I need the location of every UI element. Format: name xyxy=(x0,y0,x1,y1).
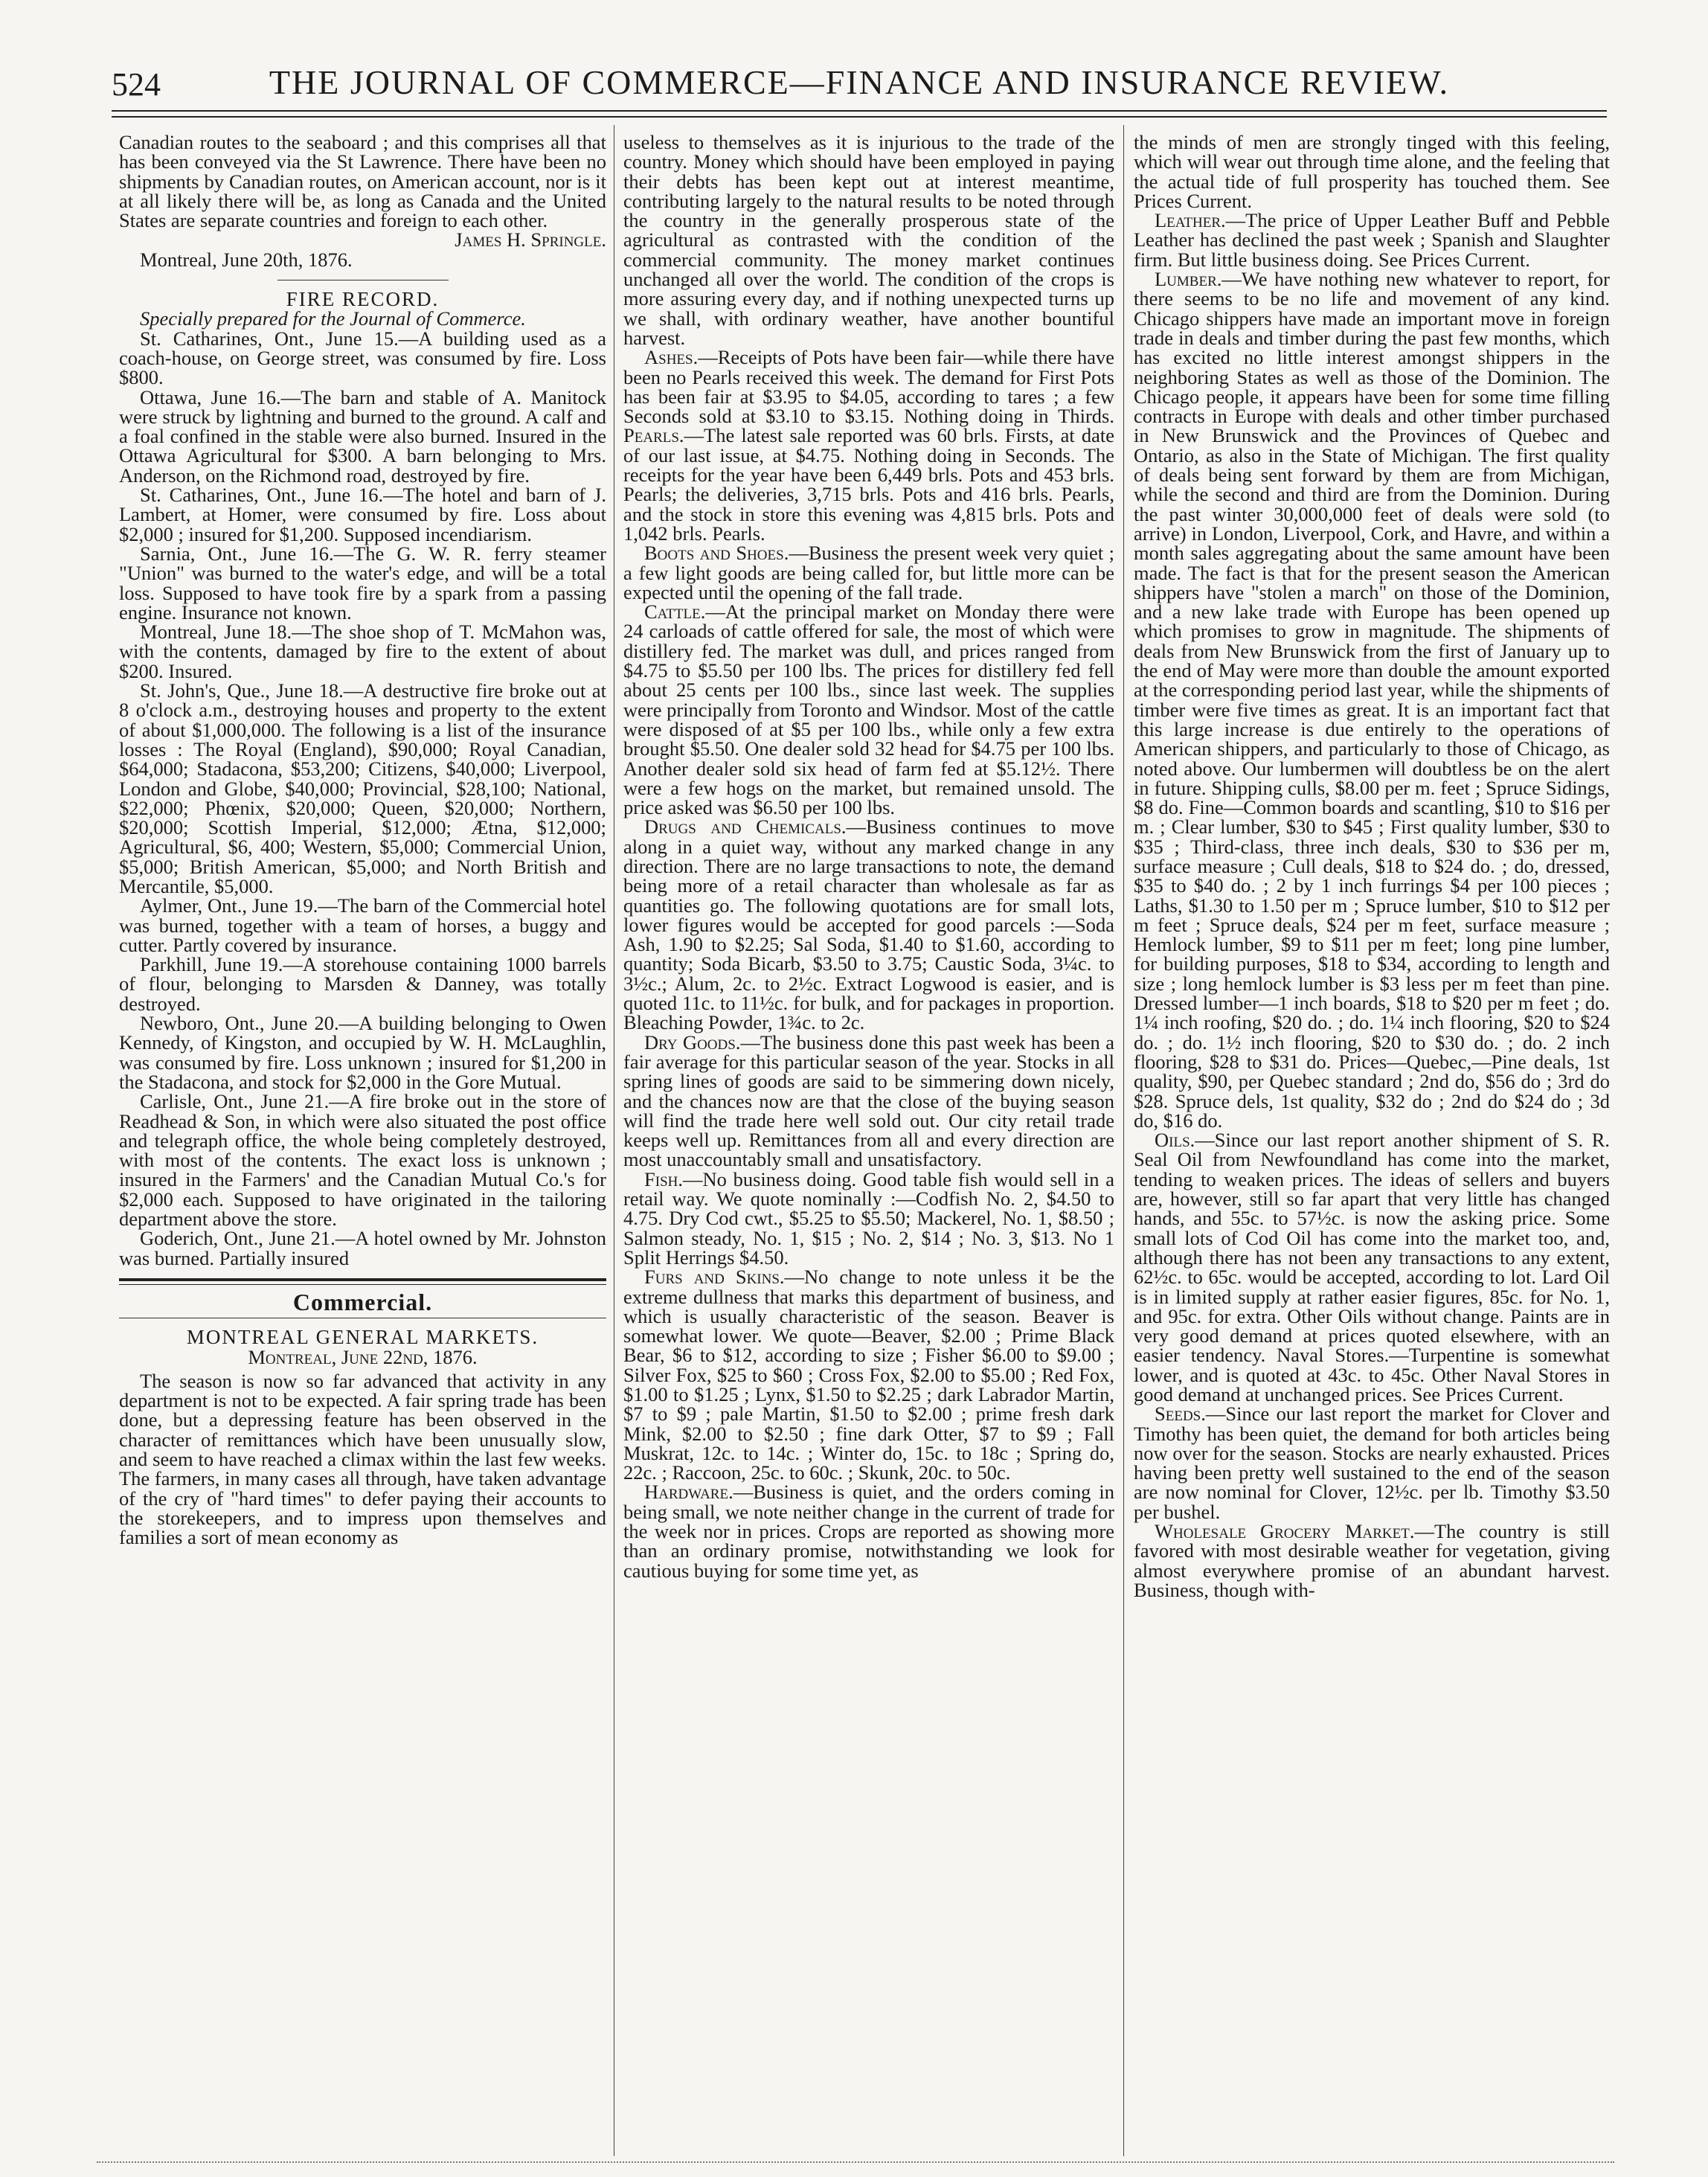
column-1 xyxy=(119,132,606,1547)
fire-item: Aylmer, Ont., June 19.—The barn of the Commercial hotel was burned, together with a team of horses, a buggy and cutter. Partly covered by insurance. xyxy=(119,894,606,956)
fire-record-title: FIRE RECORD. xyxy=(286,288,440,311)
report-heading: Drugs and Chemicals. xyxy=(644,815,847,839)
article-continuation: useless to themselves as it is injurious to the trade of the country. Money which should have been employed in paying their debts has been kept out at interest meantime, contributing largely to the natural results to be noted through the country in the generally prosperous state of the agricultural as contrasted with the condition of the commercial community. The money market continues unchanged all over the world. The condition of the crops is more assuring every day, and if nothing unexpected turns up we shall, with ordinary weather, have another bountiful harvest. xyxy=(623,131,1114,349)
market-report-drugs xyxy=(623,817,1114,1032)
report-heading: Hardware. xyxy=(644,1481,733,1504)
fire-item: St. John's, Que., June 18.—A destructive fire broke out at 8 o'clock a.m., destroying houses and property to the extent of about $1,000,000. The following is a list of the insurance losses : The Royal (England), $90,000; Royal Canadian, $64,000; Stadacona, $53,200; Citizens, $40,000; Liverpool, London and Globe, $40,000; Provincial, $28,100; National, $22,000; Phœnix, $20,000; Queen, $20,000; Northern, $20,000; Scottish Imperial, $12,000; Ætna, $12,000; Agricultural, $6, 400; Western, $5,000; Commercial Union, $5,000; British American, $5,000; and North British and Mercantile, $5,000. xyxy=(119,679,606,897)
report-heading: Boots and Shoes. xyxy=(644,542,789,565)
report-text: —We have nothing new whatever to report, for there seems to be no life and movement of any kind. Chicago shippers have made an important move in foreign trade in deals and timber during the past few months, which has excited no little interest amongst shippers in the neighboring States as well as those of the Dominion. The Chicago people, it appears have been for some time filling contracts in Europe with deals and other timber purchased in New Brunswick and the Provinces of Quebec and Ontario, as also in the State of Michigan. The first quality of deals being sent forward by them are from Michigan, while the second and third are from the Dominion. During the past winter 30,000,000 feet of deals were sold (to arrive) in London, Liverpool, Cork, and Havre, and within a month sales aggregating about the same amount have been made. The fact is that for the present season the American shippers have "stolen a march" on those of the Dominion, and a new lake trade with Europe has been opened up which promises to grow in magnitude. The shipments of deals from New Brunswick from the first of January up to the end of May were more than double the amount exported at the corresponding period last year, while the shipments of timber were five times as great. It is an important fact that this large increase is due entirely to the operations of American shippers, and particularly to those of Chicago, as noted above. Our lumbermen will doubtless be on the alert in future. Shipping culls, $8.00 per m. feet ; Spruce Sidings, $8 do. Fine—Common boards and scantling, $10 to $16 per m. ; Clear lumber, $30 to $45 ; First quality lumber, $30 to $35 ; Third-class, three inch deals, $30 to $36 per m, surface measure ; Cull deals, $18 to $24 do. ; do, dressed, $35 to $40 do. ; 2 by 1 inch furrings $4 per 100 pieces ; Laths, $1.30 to 1.50 per m ; Spruce lumber, $10 to $12 per m feet ; Spruce deals, $24 per m feet, surface measure ; Hemlock lumber, $9 to $11 per m feet; long pine lumber, for building purposes, $18 to $34, according to length and size ; long hemlock lumber is $3 less per m feet than pine. Dressed lumber—1 inch boards, $18 to $20 per m feet ; do. 1¼ inch roofing, $20 do. ; do. 1¼ inch flooring, $20 to $24 do. ; do. 1½ inch flooring, $20 to $30 do. ; do. 2 inch flooring, $28 to $31 do. Prices—Quebec,—Pine deals, 1st quality, $90, per Quebec standard ; 2nd do, $56 do ; 3rd do $28. Spruce dels, 1st quality, $32 do ; 2nd do $24 do ; 3d do, $16 do. xyxy=(1134,268,1610,1132)
column-3 xyxy=(1134,132,1610,1600)
fire-item: Ottawa, June 16.—The barn and stable of A. Manitock were struck by lightning and burned to the ground. A calf and a foal confined in the stable were also burned. Insured in the Ottawa Agricultural for $300. A barn belonging to Mrs. Anderson, on the Richmond road, destroyed by fire. xyxy=(119,385,606,487)
fire-item: Sarnia, Ont., June 16.—The G. W. R. ferry steamer "Union" was burned to the water's edge, and will be a total loss. Supposed to have took fire by a spark from a passing engine. Insurance not known. xyxy=(119,542,606,623)
fire-item: Carlisle, Ont., June 21.—A fire broke out in the store of Readhead & Son, in which were also situated the post office and telegraph office, the whole being completely destroyed, with most of the contents. The exact loss is unknown ; insured in the Farmers' and the Canadian Mutual Co.'s for $2,000 each. Supposed to have originated in the tailoring department above the store. xyxy=(119,1090,606,1231)
page-number: 524 xyxy=(112,66,161,103)
fire-item: Newboro, Ont., June 20.—A building belonging to Owen Kennedy, of Kingston, and occupied by W. H. McLaughlin, was consumed by fire. Loss unknown ; insured for $1,200 in the Stadacona, and stock for $2,000 in the Gore Mutual. xyxy=(119,1012,606,1093)
report-text: —Business the present week very quiet ; a few light goods are being called for, but little more can be expected until the opening of the fall trade. xyxy=(623,542,1114,603)
markets-date: Montreal, June 22nd, 1876. xyxy=(248,1345,478,1368)
fire-record-note: Specially prepared for the Journal of Commerce. xyxy=(140,307,526,330)
market-report-leather xyxy=(1134,211,1610,269)
market-report-lumber xyxy=(1134,269,1610,1130)
report-text: —The business done this past week has been a fair average for this particular season of the year. Stocks in all spring lines of goods are said to be simmering down nicely, and the chances now are that the close of the buying season will find the trade here well sold out. Our city retail trade keeps well up. Remittances from all and every direction are most unaccountably small and unsatisfactory. xyxy=(623,1030,1114,1171)
report-text: —Receipts of Pots have been fair—while there have been no Pearls received this week. The demand for First Pots has been fair at $3.95 to $4.05, according to tares ; a few Seconds sold at $3.10 to $3.15. Nothing doing in Thirds. xyxy=(623,346,1114,428)
report-text: —Since our last report another shipment of S. R. Seal Oil from Newfoundland has come into the market, tending to weaken prices. The ideas of sellers and buyers are, however, still so far apart that very little has changed hands, and 55c. to 57½c. is now the asking price. Some small lots of Cod Oil has come into the market too, and, although there has not been any transactions to any extent, 62½c. to 65c. would be accepted, according to lot. Lard Oil is in limited supply at rather easier figures, 85c. for No. 1, and 95c. for extra. Other Oils without change. Paints are in very good demand at prices quoted elsewhere, with an easier tendency. Naval Stores.—Turpentine is somewhat lower, and is quoted at 43c. to 45c. Other Naval Stores in good demand at unchanged prices. See Prices Current. xyxy=(1134,1129,1610,1405)
report-text: —No business doing. Good table fish would sell in a retail way. We quote nominally :—Codfish No. 2, $4.50 to 4.75. Dry Cod cwt., $5.25 to $5.50; Mackerel, No. 1, $8.50 ; Salmon steady, No. 1, $15 ; No. 2, $14 ; No. 3, $13. No 1 Split Herrings $4.50. xyxy=(623,1167,1114,1269)
dateline: Montreal, June 20th, 1876. xyxy=(140,248,353,271)
report-heading: Furs and Skins. xyxy=(644,1266,785,1289)
report-heading: Cattle. xyxy=(644,600,706,623)
fire-item: St. Catharines, Ont., June 15.—A building used as a coach-house, on George street, was consumed by fire. Loss $800. xyxy=(119,327,606,389)
report-heading: Wholesale Grocery Market. xyxy=(1155,1520,1415,1543)
report-text: —Since our last report the market for Clover and Timothy has been quiet, the demand for both articles being now over for the season. Stocks are nearly exhausted. Prices having been pretty well sustained to the end of the season are now nominal for Clover, 12½c. per lb. Timothy $3.50 per bushel. xyxy=(1134,1402,1610,1523)
market-report-fish xyxy=(623,1167,1114,1269)
fire-item: Montreal, June 18.—The shoe shop of T. McMahon was, with the contents, damaged by fire to the extent of about $200. Insured. xyxy=(119,621,606,682)
report-heading: Lumber. xyxy=(1155,268,1222,291)
report-text: —No change to note unless it be the extreme dullness that marks this department of business, and which is usually characteristic of the season. Beaver is somewhat lower. We quote—Beaver, $2.00 ; Prime Black Bear, $6 to $12, according to size ; Fisher $6.00 to $9.00 ; Silver Fox, $25 to $60 ; Cross Fox, $2.00 to $5.00 ; Red Fox, $1.00 to $1.25 ; Lynx, $1.50 to $2.25 ; dark Labrador Martin, $7 to $9 ; pale Martin, $1.50 to $2.00 ; prime fresh dark Mink, $2.00 to $2.50 ; fine dark Otter, $7 to $9 ; Fall Muskrat, 12c. to 14c. ; Winter do, 15c. to 18c ; Spring do, 22c. ; Raccoon, 25c. to 60c. ; Skunk, 20c. to 50c. xyxy=(623,1266,1114,1484)
fire-record-list xyxy=(119,329,606,1268)
report-text: —The country is still favored with most desirable weather for vegetation, giving almost everywhere promise of an abundant harvest. Business, though with- xyxy=(1134,1520,1610,1601)
market-report-ashes xyxy=(623,347,1114,543)
market-report-grocery xyxy=(1134,1522,1610,1600)
page-header xyxy=(112,60,1607,104)
market-report-cattle xyxy=(623,602,1114,817)
header-rule xyxy=(112,110,1607,118)
market-report-boots xyxy=(623,543,1114,602)
market-report-oils xyxy=(1134,1130,1610,1404)
fire-item: St. Catharines, Ont., June 16.—The hotel and barn of J. Lambert, at Homer, were consumed by fire. Loss about $2,000 ; insured for $1,200. Supposed incendiarism. xyxy=(119,484,606,545)
author-signature: James H. Springle. xyxy=(455,228,606,251)
report-text: —The latest sale reported was 60 brls. Firsts, at date of our last issue, at $4.75. Nothing doing in Seconds. The receipts for the year have been 6,449 brls. Pots and 453 brls. Pearls; the deliveries, 3,715 brls. Pots and 416 brls. Pearls, and the stock in store this evening was 4,815 brls. Pots and 1,042 brls. Pearls. xyxy=(623,424,1114,545)
report-text: —The price of Upper Leather Buff and Pebble Leather has declined the past week ; Spanish and Slaughter firm. But little business doing. See Prices Current. xyxy=(1134,209,1610,271)
article-continuation: Canadian routes to the seaboard ; and this comprises all that has been conveyed via the St Lawrence. There have been no shipments by Canadian routes, on American account, nor is it at all likely there will be, as long as Canada and the United States are separate countries and foreign to each other. xyxy=(119,131,606,232)
column-2 xyxy=(623,132,1114,1580)
report-heading: Oils. xyxy=(1155,1129,1195,1152)
market-report-seeds xyxy=(1134,1404,1610,1522)
report-text: —Business is quiet, and the orders coming in being small, we note neither change in the current of trade for the week nor in prices. Crops are reported as showing more than an ordinary promise, notwithstanding we look for cautious buying for some time yet, as xyxy=(623,1481,1114,1582)
column-divider xyxy=(1123,125,1124,2156)
market-report-dry-goods xyxy=(623,1030,1114,1171)
fire-item: Parkhill, June 19.—A storehouse containing 1000 barrels of flour, belonging to Marsden & Danney, was totally destroyed. xyxy=(119,953,606,1015)
page-bottom-rule xyxy=(97,2161,1614,2163)
market-report-furs xyxy=(623,1267,1114,1482)
report-text: —At the principal market on Monday there were 24 carloads of cattle offered for sale, the most of which were distillery fed. The market was dull, and prices ranged from $4.75 to $5.50 per 100 lbs. The prices for distillery fed fell about 25 cents per 100 lbs., since last week. The supplies were principally from Toronto and Windsor. Most of the cattle were disposed of at $5 per 100 lbs., while only a few extra brought $5.50. One dealer sold 32 head for $4.75 per 100 lbs. Another dealer sold six head of farm fed at $5.12½. There were a few hogs on the market, but remained unsold. The price asked was $6.50 per 100 lbs. xyxy=(623,600,1114,819)
markets-title: MONTREAL GENERAL MARKETS. xyxy=(186,1326,539,1349)
fire-item: Goderich, Ont., June 21.—A hotel owned by Mr. Johnston was burned. Partially insured xyxy=(119,1227,606,1269)
journal-title: THE JOURNAL OF COMMERCE—FINANCE AND INSURANCE REVIEW. xyxy=(269,63,1450,101)
report-heading: Leather. xyxy=(1155,209,1226,232)
report-heading: Fish. xyxy=(644,1167,683,1190)
report-heading: Pearls. xyxy=(623,424,684,447)
report-text: —Business continues to move along in a quiet way, without any marked change in any direction. There are no large transactions to note, the demand being more of a retail character than wholesale as far as quantities go. The following quotations are for small lots, lower figures would be accepted for good parcels :—Soda Ash, 1.90 to $2.25; Sal Soda, $1.40 to $1.60, according to quantity; Soda Bicarb, $3.50 to 3.75; Caustic Soda, 3¼c. to 3½c.; Alum, 2c. to 2½c. Extract Logwood is easier, and is quoted 11c. to 11½c. for bulk, and for packages in proportion. Bleaching Powder, 1¾c. to 2c. xyxy=(623,815,1114,1034)
report-heading: Ashes. xyxy=(644,346,699,369)
report-heading: Dry Goods. xyxy=(644,1030,741,1054)
section-rule xyxy=(119,1278,606,1285)
report-heading: Seeds. xyxy=(1155,1402,1206,1426)
article-continuation: the minds of men are strongly tinged with this feeling, which will wear out through time alone, and the feeling that the actual tide of full prosperity has touched them. See Prices Current. xyxy=(1134,131,1610,212)
markets-intro: The season is now so far advanced that activity in any department is not to be expected. A fair spring trade has been done, but a depressing feature has been observed in the character of remittances which have been unusually slow, and seem to have reached a climax within the last few weeks. The farmers, in many cases all through, have taken advantage of the cry of "hard times" to defer paying their accounts to the storekeepers, and to impress upon themselves and families a sort of mean economy as xyxy=(119,1369,606,1549)
market-report-hardware xyxy=(623,1482,1114,1580)
commercial-heading: Commercial. xyxy=(292,1288,433,1315)
